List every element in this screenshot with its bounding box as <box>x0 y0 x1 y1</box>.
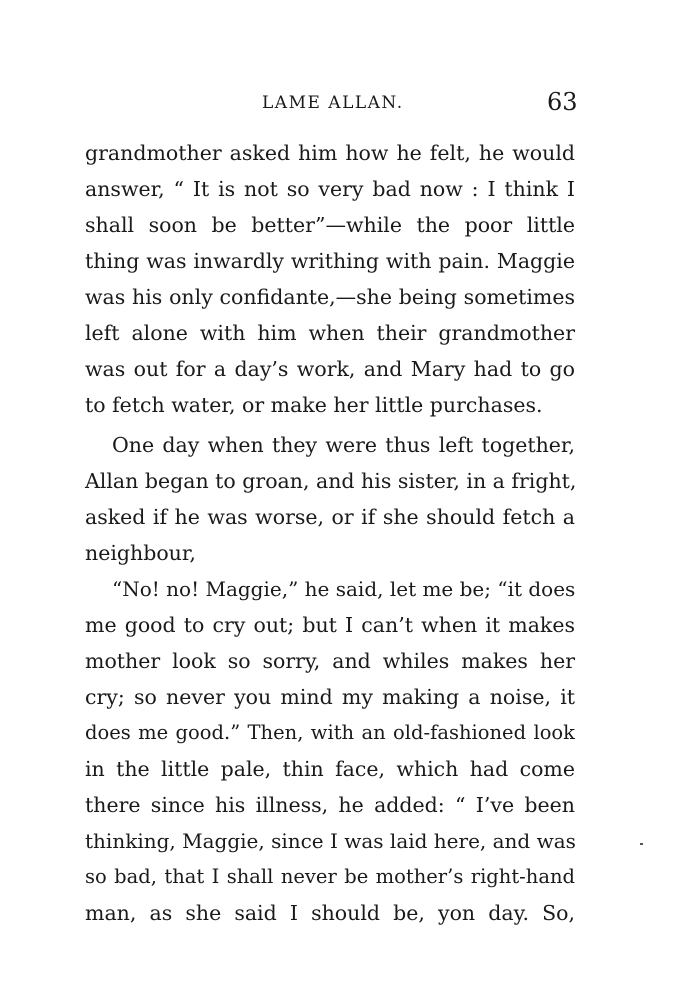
text-line: me good to cry out; but I can’t when it makes <box>85 613 575 637</box>
text-line: One day when they were thus left together, <box>112 433 575 457</box>
text-line: shall soon be better”—while the poor little <box>85 213 575 237</box>
text-line: so bad, that I shall never be mother’s right-hand <box>85 865 575 888</box>
text-line: neighbour, <box>85 541 196 565</box>
text-line: “No! no! Maggie,” he said, let me be; “it does <box>112 577 576 601</box>
running-head <box>0 88 680 118</box>
text-line: left alone with him when their grandmother <box>85 321 575 345</box>
running-title: LAME ALLAN. <box>262 93 404 113</box>
text-line: there since his illness, he added: “ I’ve been <box>85 793 575 817</box>
text-line: was out for a day’s work, and Mary had to go <box>85 357 575 381</box>
text-line: grandmother asked him how he felt, he would <box>85 141 575 165</box>
text-line: to fetch water, or make her little purchases. <box>85 393 543 417</box>
text-line: asked if he was worse, or if she should fetch a <box>85 505 575 529</box>
body-text <box>85 135 575 931</box>
text-line: mother look so sorry, and whiles makes her <box>85 649 575 673</box>
text-line: Allan began to groan, and his sister, in a fright, <box>85 469 577 493</box>
text-line: cry; so never you mind my making a noise, it <box>85 685 575 709</box>
print-speck <box>640 843 643 845</box>
paragraph-1 <box>85 135 575 423</box>
text-line: man, as she said I should be, yon day. So, <box>85 901 575 925</box>
text-line: thing was inwardly writhing with pain. Maggie <box>85 249 575 273</box>
text-line: does me good.” Then, with an old-fashioned look <box>85 721 575 744</box>
page-number: 63 <box>547 88 578 116</box>
text-line: was his only confidante,—she being sometimes <box>85 285 575 309</box>
text-line: thinking, Maggie, since I was laid here, and was <box>85 829 576 853</box>
paragraph-2 <box>85 427 575 571</box>
text-line: answer, “ It is not so very bad now : I think I <box>85 177 575 201</box>
text-line: in the little pale, thin face, which had come <box>85 757 575 781</box>
paragraph-3 <box>85 571 575 931</box>
